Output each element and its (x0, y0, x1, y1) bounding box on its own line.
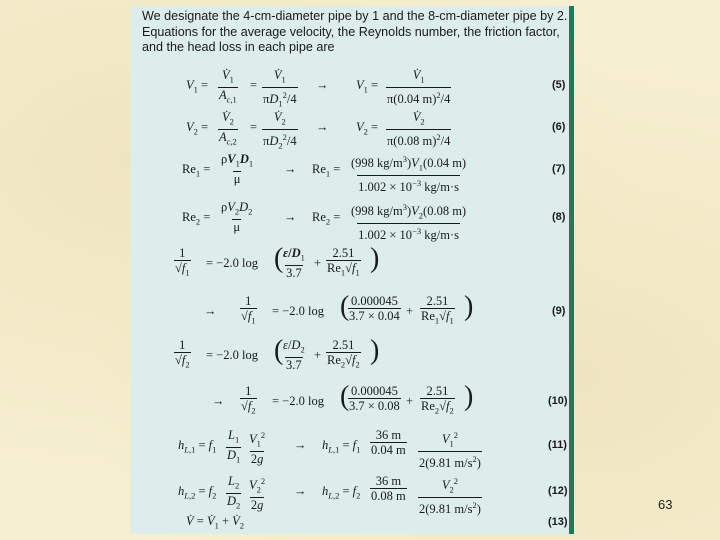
equation-number: (6) (552, 121, 566, 133)
equation-8: $Re_2$ = $\frac{\rho V_2D_2}{\mu}$ → $Re_2$ = $\frac{(998 kg/m^3)V_2(0.08 m)}{1.002 \times 10^{-3} kg/m\cdot s}$ (8) (182, 200, 566, 242)
equation-number: (8) (552, 211, 566, 223)
equation-11: $h_{L,1} = f_1$ $\frac{L_1}{D_1}$ $\frac{V_1^2}{2g}$ → $h_{L,1} = f_1$ $\frac{36 m}{0.04 m}$ $\frac{V_1^2}{2(9.81 m/s^2)}$ (11) (178, 428, 567, 470)
equation-13: V̇ = $V̇_1$ + $V̇_2$ (13) (186, 514, 568, 531)
equation-10: → $\frac{1}{√f_2}$ = −2.0 log ( $\frac{0.000045}{3.7 \times 0.08}$ + $\frac{2.51}{Re_2√f_2}$ ) (10) (212, 381, 568, 416)
equation-6: $V_2$ = $\frac{V̇_2}{A_{c,2}}$ = $\frac{V̇_2}{\pi D_2^2/4}$ → $V_2$ = $\frac{V̇_2}{\pi(0.08 m)^2/4}$ (6) (186, 110, 566, 151)
slide-content-panel (130, 6, 574, 534)
equation-number: (12) (548, 485, 568, 497)
intro-paragraph: We designate the 4-cm-diameter pipe by 1 and the 8-cm-diameter pipe by 2. Equations for the average velocity, the Reynolds number, the friction factor, and the head loss in each pipe are (142, 9, 568, 54)
equation-12: $h_{L,2} = f_2$ $\frac{L_2}{D_2}$ $\frac{V_2^2}{2g}$ → $h_{L,2} = f_2$ $\frac{36 m}{0.08 m}$ $\frac{V_2^2}{2(9.81 m/s^2)}$ (12) (178, 474, 568, 516)
equation-number: (9) (552, 305, 566, 317)
page-number: 63 (658, 497, 673, 512)
equation-9-general: $\frac{1}{√f_1}$ = −2.0 log ( $\frac{\varepsilon/D_1}{3.7}$ + $\frac{2.51}{Re_1√f_1}$ ) (175, 243, 380, 280)
equation-10-general: $\frac{1}{√f_2}$ = −2.0 log ( $\frac{\varepsilon/D_2}{3.7}$ + $\frac{2.51}{Re_2√f_2}$ ) (175, 335, 380, 372)
equation-number: (11) (548, 439, 567, 451)
equation-number: (5) (552, 79, 566, 91)
equation-number: (7) (552, 163, 566, 175)
equation-9: → $\frac{1}{√f_1}$ = −2.0 log ( $\frac{0.000045}{3.7 \times 0.04}$ + $\frac{2.51}{Re_1√f_1}$ ) (9) (204, 291, 566, 326)
equation-7: $Re_1$ = $\frac{\rho V_1D_1}{\mu}$ → $Re_1$ = $\frac{(998 kg/m^3)V_1(0.04 m)}{1.002 \times 10^{-3} kg/m\cdot s}$ (7) (182, 152, 566, 194)
equation-5: $V_1$ = $\frac{V̇_1}{A_{c,1}}$ = $\frac{V̇_1}{\pi D_1^2/4}$ → $V_1$ = $\frac{V̇_1}{\pi(0.04 m)^2/4}$ (5) (186, 68, 566, 109)
equation-number: (13) (548, 516, 568, 528)
equation-number: (10) (548, 395, 568, 407)
